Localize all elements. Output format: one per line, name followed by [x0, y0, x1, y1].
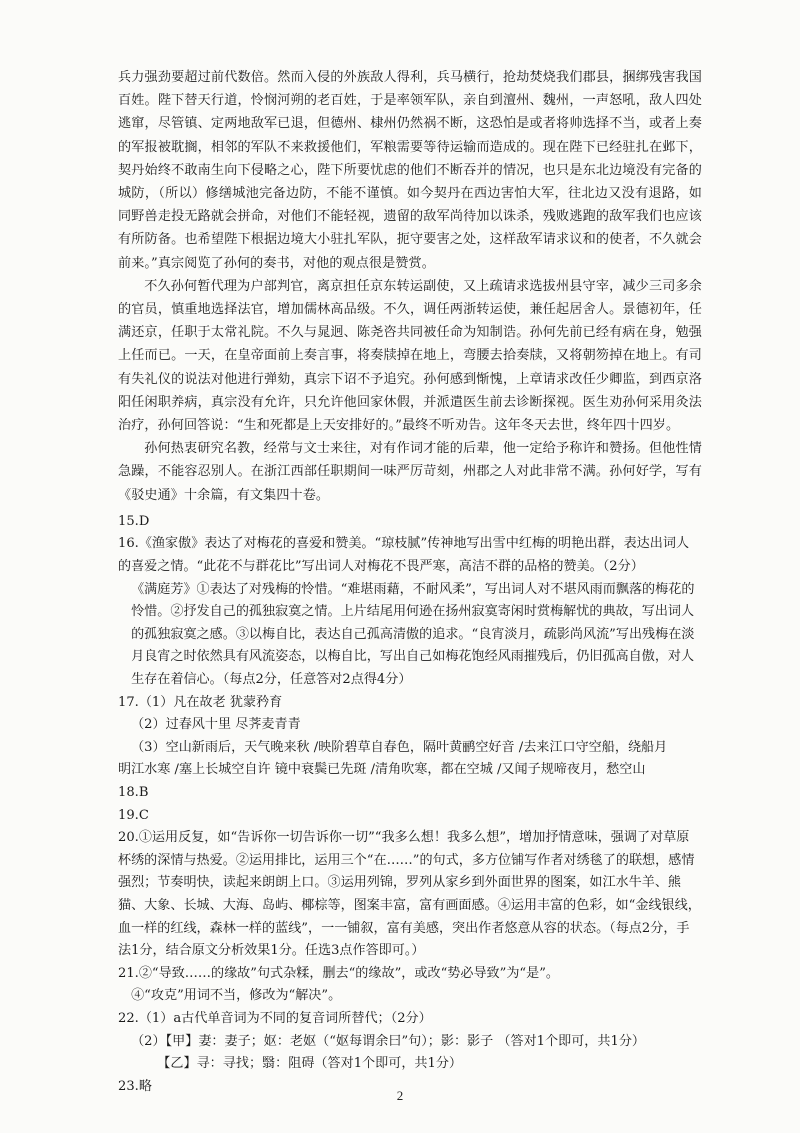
answer-17-3-cont: 明江水寒 /塞上长城空自许 镜中衰鬓已先斑 /清角吹寒，都在空城 /又闻子规啼夜月，愁空山 — [118, 762, 646, 778]
page-content — [118, 66, 702, 1098]
answer-22-1: 22.（1）a古代单音词为不同的复音词所替代；（2分） — [118, 1010, 432, 1026]
answer-16-part: 《满庭芳》①表达了对残梅的怜惜。“难堪雨藉，不耐风柔”，写出词人对不堪风雨而飘落的梅花的怜惜。②抒发自己的孤独寂寞之情。上片结尾用何逊在扬州寂寞寄闲时赏梅解忧的典故，写出词人的孤独寂寞之感。③以梅自比，表达自己孤高清傲的追求。“良宵淡月，疏影尚风流”写出残梅在淡月良宵之时依然具有风流姿态，以梅自比，写出自己如梅花饱经风雨摧残后，仍旧孤高自傲，对人生存在着信心。（每点2分，任意答对2点得4分） — [131, 581, 695, 688]
translation-paragraph: 孙何热衷研究名教，经常与文士来往，对有作词才能的后辈，他一定给予称许和赞扬。但他性情急躁，不能容忍别人。在浙江西部任职期间一味严厉苛刻，州郡之人对此非常不满。孙何好学，写有《驳史通》十余篇，有文集四十卷。 — [118, 441, 702, 503]
answer-20: 20.①运用反复，如“告诉你一切告诉你一切”“我多么想！我多么想”，增加抒情意味，强调了对草原杯绣的深情与热爱。②运用排比，运用三个“在……”的句式，多方位铺写作者对绣毯了的联想，感情强烈；节奏明快，读起来朗朗上口。③运用列锦，罗列从家乡到外面世界的图案，如江水牛羊、熊猫、大象、长城、大海、岛屿、椰棕等，图案丰富，富有画面感。④运用丰富的色彩，如“金线银线，血一样的红线，森林一样的蓝线”，一一铺叙，富有美感，突出作者悠意从容的状态。（每点2分，手法1分，结合原文分析效果1分。任选3点作答即可。） — [118, 830, 701, 959]
translation-paragraph: 不久孙何暂代理为户部判官，离京担任京东转运副使，又上疏请求选拔州县守宰，减少三司多余的官员，慎重地选择法官，增加儒林高品级。不久，调任两浙转运使，兼任起居舍人。景德初年，任满还京，任职于太常礼院。不久与晁迥、陈尧咨共同被任命为知制诰。孙何先前已经有病在身，勉强上任而已。一天，在皇帝面前上奏言事，将奏牍掉在地上，弯腰去拾奏牍，又将朝笏掉在地上。有司有失礼仪的说法对他进行弹劾，真宗下诏不予追究。孙何感到惭愧，上章请求改任少卿监，到西京洛阳任闲职养病，真宗没有允许，只允许他回家休假，并派遣医生前去诊断探视。医生劝孙何采用灸法治疗，孙何回答说：“生和死都是上天安排好的。”最终不听劝告。这年冬天去世，终年四十四岁。 — [118, 278, 702, 434]
answer-18: 18.B — [118, 784, 149, 800]
answer-17-3: （3）空山新雨后，天气晚来秋 /映阶碧草自春色，隔叶黄鹂空好音 /去来江口守空船，绕船月 — [131, 739, 668, 755]
answer-21-part: ④“攻克”用词不当，修改为“解决”。 — [131, 988, 342, 1004]
answer-section — [118, 511, 702, 1098]
answer-17-2: （2）过春风十里 尽荠麦青青 — [131, 717, 301, 733]
answer-22-2: （2）【甲】妻：妻子；妪：老妪（“妪每谓余曰”句）；影：影子 （答对1个即可，共1分） — [131, 1033, 646, 1049]
translation-section — [118, 66, 702, 507]
answer-17-1: 17.（1）凡在故老 犹蒙矜育 — [118, 694, 283, 710]
answer-22-3: 【乙】寻：寻找；翳：阻碍（答对1个即可，共1分） — [157, 1056, 463, 1072]
answer-19: 19.C — [118, 807, 149, 823]
answer-21: 21.②“导致……的缘故”句式杂糅，删去“的缘故”，或改“势必导致”为“是”。 — [118, 965, 559, 981]
answer-16: 16.《渔家傲》表达了对梅花的喜爱和赞美。“琼枝腻”传神地写出雪中红梅的明艳出群，表达出词人的喜爱之情。“此花不与群花比”写出词人对梅花不畏严寒，高洁不群的品格的赞美。（2分） — [118, 536, 690, 575]
answer-15: 15.D — [118, 513, 150, 529]
translation-paragraph: 兵力强劲要超过前代数倍。然而入侵的外族敌人得利，兵马横行，抢劫焚烧我们郡县，捆绑残害我国百姓。陛下替天行道，怜悯河朔的老百姓，于是率领军队，亲自到澶州、魏州，一声怒吼，敌人四处逃窜，尽管镇、定两地敌军已退，但德州、棣州仍然祸不断，这恐怕是或者将帅选择不当，或者上奏的军报被耽搁，相邻的军队不来救援他们，军粮需要等待运输而造成的。现在陛下已经驻扎在邺下，契丹始终不敢南生向下侵略之心，陛下所要忧虑的他们不断吞并的情况，也只是东北边境没有完备的城防，（所以）修缮城池完备边防，不能不谨慎。如今契丹在西边害怕大军，往北边又没有退路，如同野兽走投无路就会拼命，对他们不能轻视，遗留的敌军尚待加以诛杀，残败逃跑的敌军我们也应该有所防备。也希望陛下根据边境大小驻扎军队，扼守要害之处，这样敌军请求议和的使者，不久就会前来。”真宗阅览了孙何的奏书，对他的观点很是赞赏。 — [118, 70, 702, 271]
page-number: 2 — [396, 1088, 404, 1103]
answer-23: 23.略 — [118, 1078, 152, 1094]
